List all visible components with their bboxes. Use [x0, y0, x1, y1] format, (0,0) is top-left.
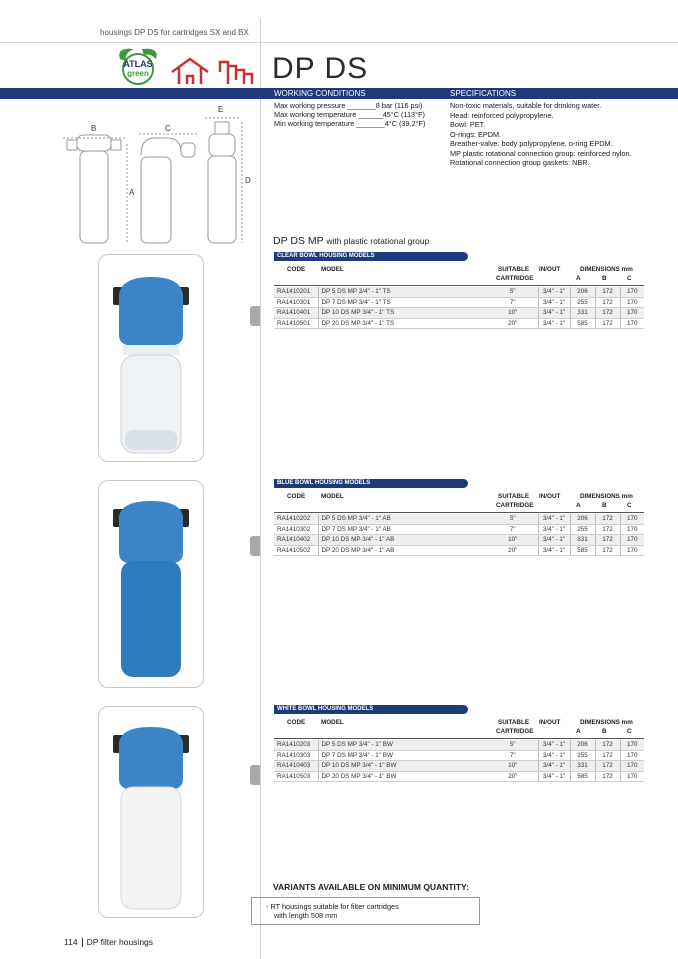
- cell-model: DP 5 DS MP 3/4" - 1" AB: [318, 514, 488, 524]
- col-cartridge: CARTRIDGE: [496, 502, 534, 509]
- cell-code: RA1410501: [274, 318, 318, 329]
- cell-code: RA1410203: [274, 740, 318, 750]
- cell-code: RA1410301: [274, 297, 318, 308]
- cell-c: 170: [620, 308, 644, 319]
- cell-b: 172: [595, 771, 620, 782]
- col-inout: IN/OUT: [539, 719, 561, 726]
- table-row: [274, 740, 644, 750]
- cell-a: 585: [570, 545, 595, 556]
- cell-c: 170: [620, 318, 644, 329]
- working-conditions-heading: WORKING CONDITIONS: [274, 89, 366, 98]
- cell-model: DP 5 DS MP 3/4" - 1" BW: [318, 740, 488, 750]
- blue-bowl-housing-image: [99, 481, 203, 687]
- cell-a: 585: [570, 318, 595, 329]
- cell-a: 255: [570, 750, 595, 761]
- cell-model: DP 10 DS MP 3/4" - 1" TS: [318, 308, 488, 319]
- cell-cartridge: 10": [488, 308, 538, 319]
- col-c: C: [627, 275, 632, 282]
- page-footer: [64, 937, 153, 947]
- cell-cartridge: 5": [488, 514, 538, 524]
- running-header: housings DP DS for cartridges SX and BX: [100, 28, 249, 37]
- table-connector-tab: [250, 306, 260, 326]
- col-suitable: SUITABLE: [498, 266, 530, 273]
- dim-label-e: E: [218, 105, 224, 114]
- footer-label: DP filter housings: [86, 937, 154, 947]
- cell-b: 172: [595, 750, 620, 761]
- cell-b: 172: [595, 740, 620, 750]
- cell-cartridge: 20": [488, 545, 538, 556]
- col-dimensions: DIMENSIONS mm: [580, 266, 633, 273]
- table-connector-tab: [250, 536, 260, 556]
- cell-cartridge: 20": [488, 771, 538, 782]
- cell-code: RA1410401: [274, 308, 318, 319]
- cell-cartridge: 5": [488, 287, 538, 297]
- col-b: B: [602, 728, 607, 735]
- table-row: [274, 318, 644, 329]
- cell-cartridge: 10": [488, 761, 538, 772]
- cell-inout: 3/4" - 1": [538, 535, 570, 546]
- cell-model: DP 10 DS MP 3/4" - 1" AB: [318, 535, 488, 546]
- cell-c: 170: [620, 771, 644, 782]
- table-row: [274, 308, 644, 319]
- spec-line: O-rings: EPDM.: [450, 129, 502, 139]
- section-title-sub: with plastic rotational group: [326, 236, 430, 246]
- footer-divider: [82, 938, 83, 947]
- logo-word-1: ATLAS: [123, 59, 153, 69]
- cell-b: 172: [595, 297, 620, 308]
- table-row: [274, 750, 644, 761]
- spec-line: MP plastic rotational connection group: reinforced nylon.: [450, 148, 632, 158]
- white-bowl-band: WHITE BOWL HOUSING MODELS: [274, 705, 468, 714]
- cell-c: 170: [620, 740, 644, 750]
- cell-c: 170: [620, 750, 644, 761]
- column-divider: [260, 18, 261, 959]
- cell-a: 206: [570, 740, 595, 750]
- cell-model: DP 10 DS MP 3/4" - 1" BW: [318, 761, 488, 772]
- col-model: MODEL: [321, 493, 344, 500]
- col-c: C: [627, 728, 632, 735]
- dim-label-a: A: [129, 188, 135, 197]
- spec-line: Head: reinforced polypropylene.: [450, 110, 554, 120]
- cell-code: RA1410503: [274, 771, 318, 782]
- working-conditions: [274, 101, 425, 128]
- cell-b: 172: [595, 761, 620, 772]
- col-cartridge: CARTRIDGE: [496, 275, 534, 282]
- variants-box: [251, 897, 480, 925]
- cell-cartridge: 20": [488, 318, 538, 329]
- col-dimensions: DIMENSIONS mm: [580, 719, 633, 726]
- col-code: CODE: [287, 266, 306, 273]
- cell-inout: 3/4" - 1": [538, 318, 570, 329]
- cell-inout: 3/4" - 1": [538, 740, 570, 750]
- col-a: A: [576, 502, 581, 509]
- cell-c: 170: [620, 761, 644, 772]
- cell-cartridge: 5": [488, 740, 538, 750]
- col-code: CODE: [287, 493, 306, 500]
- table-row: [274, 545, 644, 556]
- col-model: MODEL: [321, 266, 344, 273]
- cell-c: 170: [620, 545, 644, 556]
- table-header-rule: [274, 512, 644, 513]
- cell-inout: 3/4" - 1": [538, 771, 570, 782]
- cell-c: 170: [620, 297, 644, 308]
- page-title: DP DS: [272, 52, 369, 85]
- blue-bowl-photo-frame: [98, 480, 204, 688]
- col-suitable: SUITABLE: [498, 719, 530, 726]
- cell-b: 172: [595, 318, 620, 329]
- cell-inout: 3/4" - 1": [538, 514, 570, 524]
- spec-line: Non-toxic materials, suitable for drinking water.: [450, 101, 602, 110]
- cell-a: 331: [570, 308, 595, 319]
- col-a: A: [576, 275, 581, 282]
- cell-inout: 3/4" - 1": [538, 297, 570, 308]
- cell-code: RA1410502: [274, 545, 318, 556]
- col-dimensions: DIMENSIONS mm: [580, 493, 633, 500]
- dim-label-b: B: [91, 124, 97, 133]
- cell-model: DP 20 DS MP 3/4" - 1" AB: [318, 545, 488, 556]
- col-a: A: [576, 728, 581, 735]
- dim-label-d: D: [245, 176, 251, 185]
- cell-b: 172: [595, 287, 620, 297]
- spec-line: Breather-valve: body polypropylene, o-ring EPDM.: [450, 139, 613, 148]
- table-row: [274, 524, 644, 535]
- spec-line: Rotational connection group gaskets: NBR.: [450, 158, 590, 167]
- section-title: [273, 235, 429, 247]
- table-row: [274, 771, 644, 782]
- cell-code: RA1410201: [274, 287, 318, 297]
- cell-code: RA1410403: [274, 761, 318, 772]
- cell-c: 170: [620, 535, 644, 546]
- table-row: [274, 761, 644, 772]
- blue-bowl-band: BLUE BOWL HOUSING MODELS: [274, 479, 468, 488]
- table-connector-tab: [250, 765, 260, 785]
- cell-a: 331: [570, 761, 595, 772]
- cell-a: 206: [570, 287, 595, 297]
- spec-line: Bowl: PET.: [450, 120, 486, 129]
- cell-inout: 3/4" - 1": [538, 287, 570, 297]
- blue-bowl-table: [274, 514, 644, 556]
- cell-c: 170: [620, 514, 644, 524]
- house-icon: [168, 56, 212, 86]
- cell-code: RA1410303: [274, 750, 318, 761]
- cell-a: 206: [570, 514, 595, 524]
- cell-model: DP 7 DS MP 3/4" - 1" AB: [318, 524, 488, 535]
- table-row: [274, 287, 644, 297]
- col-b: B: [602, 502, 607, 509]
- table-header-rule: [274, 285, 644, 286]
- table-row: [274, 297, 644, 308]
- clear-bowl-table: [274, 287, 644, 329]
- cell-a: 255: [570, 524, 595, 535]
- atlas-green-logo: [114, 45, 162, 89]
- wc-line: Max working temperature ______45°C (113°F): [274, 110, 425, 119]
- cell-model: DP 20 DS MP 3/4" - 1" TS: [318, 318, 488, 329]
- cell-a: 331: [570, 535, 595, 546]
- table-row: [274, 535, 644, 546]
- page-number: 114: [64, 937, 78, 947]
- cell-code: RA1410202: [274, 514, 318, 524]
- cell-cartridge: 10": [488, 535, 538, 546]
- heating-icon: [216, 56, 260, 86]
- col-model: MODEL: [321, 719, 344, 726]
- cell-inout: 3/4" - 1": [538, 308, 570, 319]
- cell-inout: 3/4" - 1": [538, 545, 570, 556]
- cell-model: DP 20 DS MP 3/4" - 1" BW: [318, 771, 488, 782]
- cell-c: 170: [620, 524, 644, 535]
- clear-bowl-housing-image: [99, 255, 203, 461]
- section-title-main: DP DS MP: [273, 235, 324, 247]
- cell-b: 172: [595, 524, 620, 535]
- col-suitable: SUITABLE: [498, 493, 530, 500]
- clear-bowl-band: CLEAR BOWL HOUSING MODELS: [274, 252, 468, 261]
- col-cartridge: CARTRIDGE: [496, 728, 534, 735]
- cell-b: 172: [595, 535, 620, 546]
- cell-a: 585: [570, 771, 595, 782]
- cell-inout: 3/4" - 1": [538, 761, 570, 772]
- col-c: C: [627, 502, 632, 509]
- cell-c: 170: [620, 287, 644, 297]
- cell-b: 172: [595, 308, 620, 319]
- cell-cartridge: 7": [488, 750, 538, 761]
- table-row: [274, 514, 644, 524]
- cell-code: RA1410302: [274, 524, 318, 535]
- clear-bowl-photo-frame: [98, 254, 204, 462]
- col-code: CODE: [287, 719, 306, 726]
- cell-inout: 3/4" - 1": [538, 524, 570, 535]
- cell-b: 172: [595, 514, 620, 524]
- cell-a: 255: [570, 297, 595, 308]
- col-b: B: [602, 275, 607, 282]
- variants-title: VARIANTS AVAILABLE ON MINIMUM QUANTITY:: [273, 882, 469, 892]
- dim-label-c: C: [165, 124, 171, 133]
- cell-model: DP 7 DS MP 3/4" - 1" BW: [318, 750, 488, 761]
- wc-line: Max working pressure _______8 bar (116 psi): [274, 101, 423, 110]
- specifications-heading: SPECIFICATIONS: [450, 89, 517, 98]
- cell-inout: 3/4" - 1": [538, 750, 570, 761]
- specifications-list: [450, 101, 632, 168]
- cell-model: DP 5 DS MP 3/4" - 1" TS: [318, 287, 488, 297]
- section-bar: [0, 88, 678, 99]
- header-rule: [0, 42, 678, 43]
- dimension-drawing: [55, 100, 255, 250]
- cell-cartridge: 7": [488, 297, 538, 308]
- table-header-rule: [274, 738, 644, 739]
- cell-code: RA1410402: [274, 535, 318, 546]
- cell-b: 172: [595, 545, 620, 556]
- col-inout: IN/OUT: [539, 266, 561, 273]
- variants-line: with length 508 mm: [274, 911, 338, 920]
- logo-word-2: green: [127, 69, 149, 78]
- cell-cartridge: 7": [488, 524, 538, 535]
- white-bowl-housing-image: [99, 707, 203, 917]
- white-bowl-table: [274, 740, 644, 782]
- cell-model: DP 7 DS MP 3/4" - 1" TS: [318, 297, 488, 308]
- white-bowl-photo-frame: [98, 706, 204, 918]
- wc-line: Min working temperature _______4°C (39,2°F): [274, 119, 426, 128]
- variants-line: - RT housings suitable for filter cartridges: [266, 902, 399, 911]
- col-inout: IN/OUT: [539, 493, 561, 500]
